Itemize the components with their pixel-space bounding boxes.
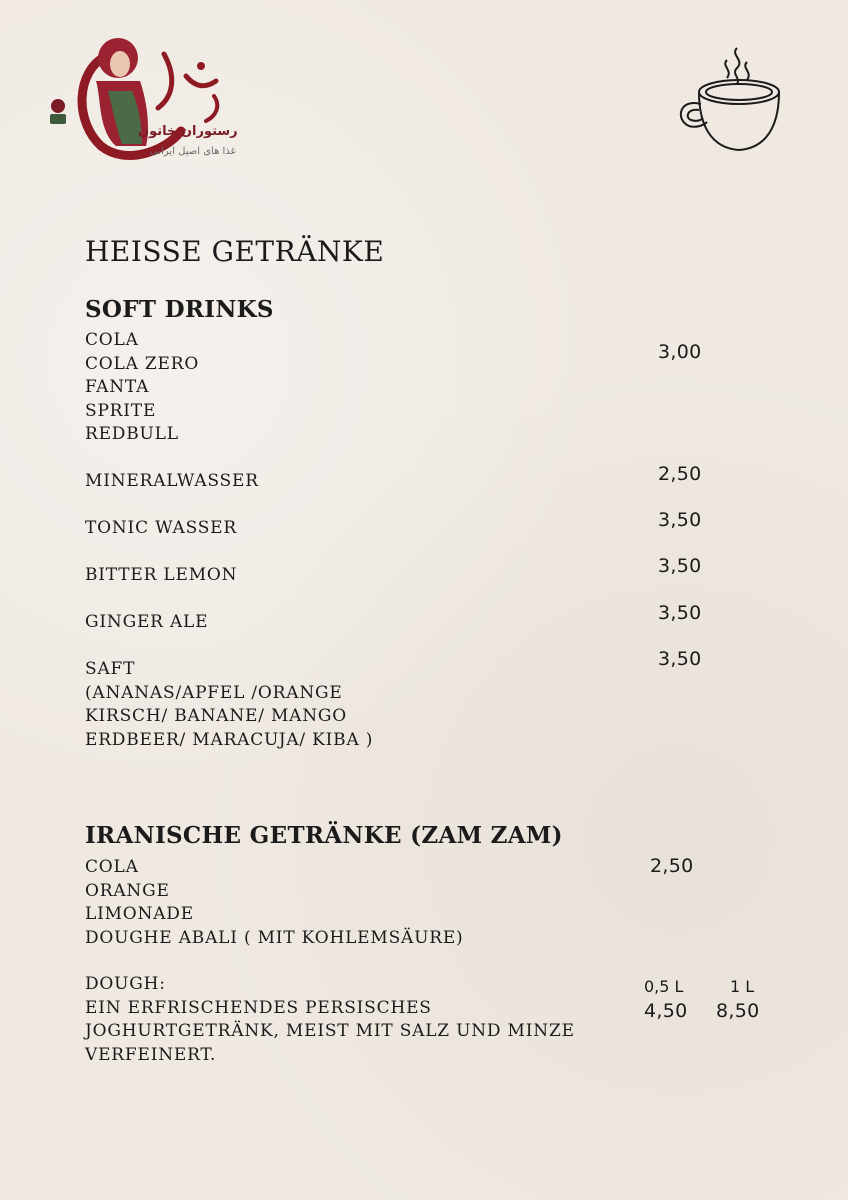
logo-name: رستوران خاتون — [138, 124, 238, 139]
item-bitter-lemon: BITTER LEMON — [85, 565, 238, 585]
saft-line: (ANANAS/APFEL /ORANGE — [85, 682, 343, 703]
dough-description — [85, 973, 575, 1067]
price-iranian-group: 2,50 — [650, 855, 694, 877]
price-dough-large: 8,50 — [716, 1000, 760, 1022]
list-item: SPRITE — [85, 400, 157, 421]
list-item: FANTA — [85, 377, 150, 397]
section-title-iranian-drinks: IRANISCHE GETRÄNKE (ZAM ZAM) — [85, 822, 563, 849]
list-item: COLA — [85, 857, 139, 877]
saft-line: ERDBEER/ MARACUJA/ KIBA ) — [85, 729, 374, 750]
list-item: ORANGE — [85, 880, 170, 901]
soft-drinks-group1-list — [85, 329, 199, 447]
dough-line: JOGHURTGETRÄNK, MEIST MIT SALZ UND MINZE — [85, 1021, 575, 1041]
list-item: DOUGHE ABALI ( MIT KOHLEMSÄURE) — [85, 927, 464, 948]
restaurant-logo-icon — [46, 36, 246, 161]
price-dough-small: 4,50 — [644, 1000, 688, 1022]
list-item: COLA — [85, 330, 139, 350]
item-tonic-wasser: TONIC WASSER — [85, 518, 237, 538]
saft-line: SAFT — [85, 659, 136, 679]
price-soft-drinks-group1: 3,00 — [658, 341, 702, 363]
list-item: COLA ZERO — [85, 353, 200, 374]
dough-line: EIN ERFRISCHENDES PERSISCHES — [85, 997, 432, 1018]
saft-line: KIRSCH/ BANANE/ MANGO — [85, 706, 348, 726]
item-mineralwasser: MINERALWASSER — [85, 471, 259, 491]
logo-tagline: غذا های اصیل ایرانی — [150, 146, 236, 157]
coffee-cup-icon — [675, 40, 785, 158]
dough-size-small: 0,5 L — [644, 977, 684, 996]
dough-line: DOUGH: — [85, 974, 166, 994]
price-tonic-wasser: 3,50 — [658, 509, 702, 531]
dough-line: VERFEINERT. — [85, 1044, 217, 1065]
list-item: LIMONADE — [85, 904, 194, 924]
price-ginger-ale: 3,50 — [658, 602, 702, 624]
price-saft: 3,50 — [658, 648, 702, 670]
item-ginger-ale: GINGER ALE — [85, 612, 209, 632]
list-item: REDBULL — [85, 424, 179, 444]
iranian-group-list — [85, 856, 463, 950]
dough-size-large: 1 L — [730, 977, 755, 996]
price-bitter-lemon: 3,50 — [658, 555, 702, 577]
saft-description — [85, 658, 373, 752]
section-title-soft-drinks: SOFT DRINKS — [85, 296, 274, 323]
price-mineralwasser: 2,50 — [658, 463, 702, 485]
page-title: HEISSE GETRÄNKE — [85, 235, 385, 268]
